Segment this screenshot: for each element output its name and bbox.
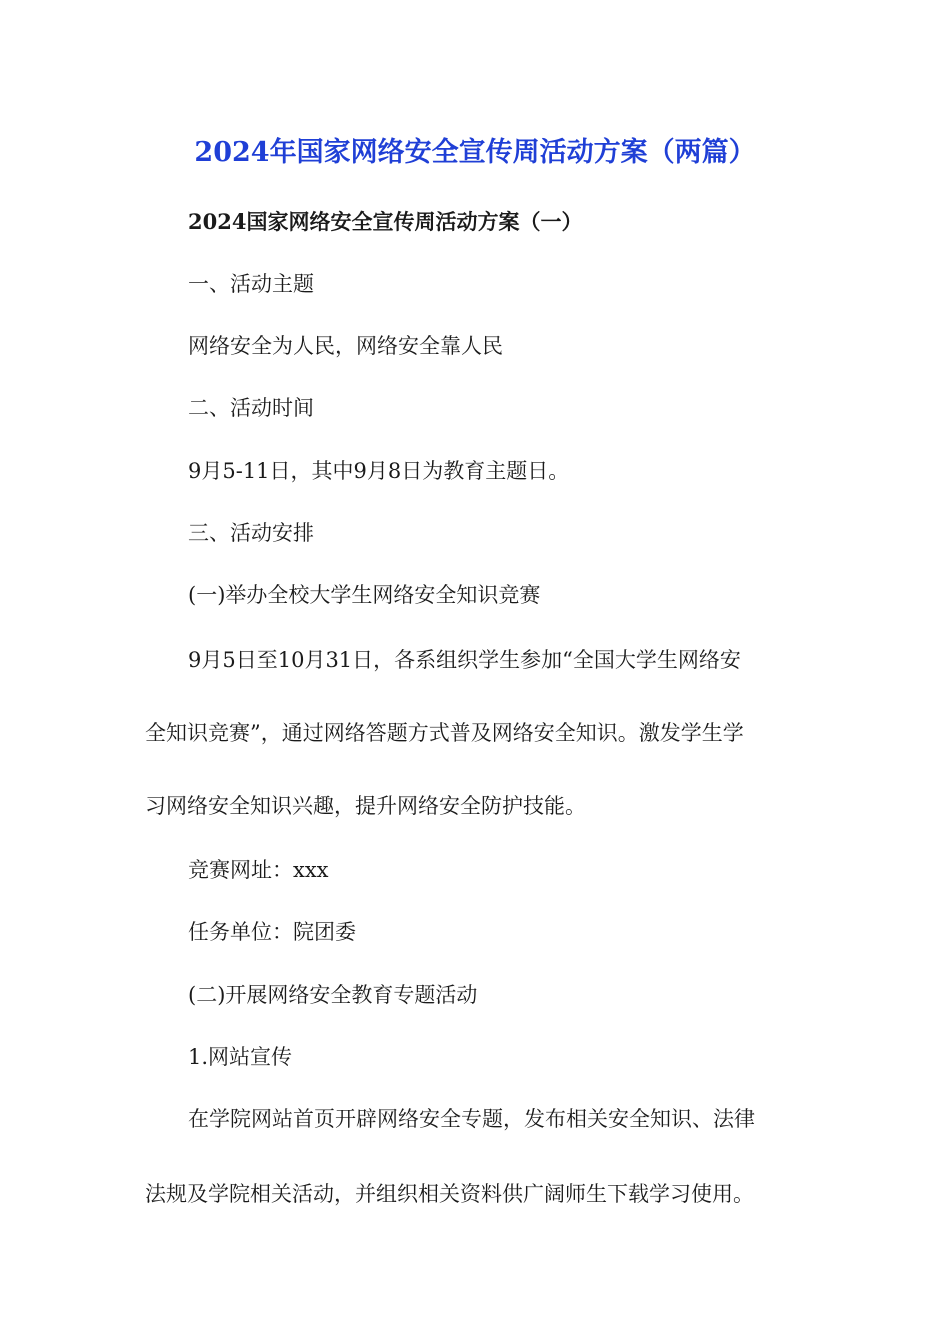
subheading-education: (二)开展网络安全教育专题活动 xyxy=(188,983,478,1007)
heading-time: 二、活动时间 xyxy=(188,396,314,420)
heading-theme: 一、活动主题 xyxy=(188,272,314,296)
heading-arrangement: 三、活动安排 xyxy=(188,521,314,545)
subheading-competition: (一)举办全校大学生网络安全知识竞赛 xyxy=(188,583,541,607)
competition-url: 竞赛网址：xxx xyxy=(188,858,329,882)
paragraph-website-line2: 法规及学院相关活动，并组织相关资料供广阔师生下载学习使用。 xyxy=(145,1182,754,1206)
task-unit: 任务单位：院团委 xyxy=(188,920,356,944)
paragraph-website-line1: 在学院网站首页开辟网络安全专题，发布相关安全知识、法律 xyxy=(188,1107,755,1131)
paragraph-theme: 网络安全为人民，网络安全靠人民 xyxy=(188,334,503,358)
heading-website: 1.网站宣传 xyxy=(188,1045,293,1069)
paragraph-time: 9月5-11日，其中9月8日为教育主题日。 xyxy=(188,459,570,483)
paragraph-competition-line2: 全知识竞赛”，通过网络答题方式普及网络安全知识。激发学生学 xyxy=(145,721,744,745)
section-subtitle: 2024国家网络安全宣传周活动方案（一） xyxy=(188,209,583,234)
paragraph-competition-line3: 习网络安全知识兴趣，提升网络安全防护技能。 xyxy=(145,794,586,818)
document-title: 2024年国家网络安全宣传周活动方案（两篇） xyxy=(194,137,756,168)
paragraph-competition-line1: 9月5日至10月31日，各系组织学生参加“全国大学生网络安 xyxy=(188,648,741,672)
